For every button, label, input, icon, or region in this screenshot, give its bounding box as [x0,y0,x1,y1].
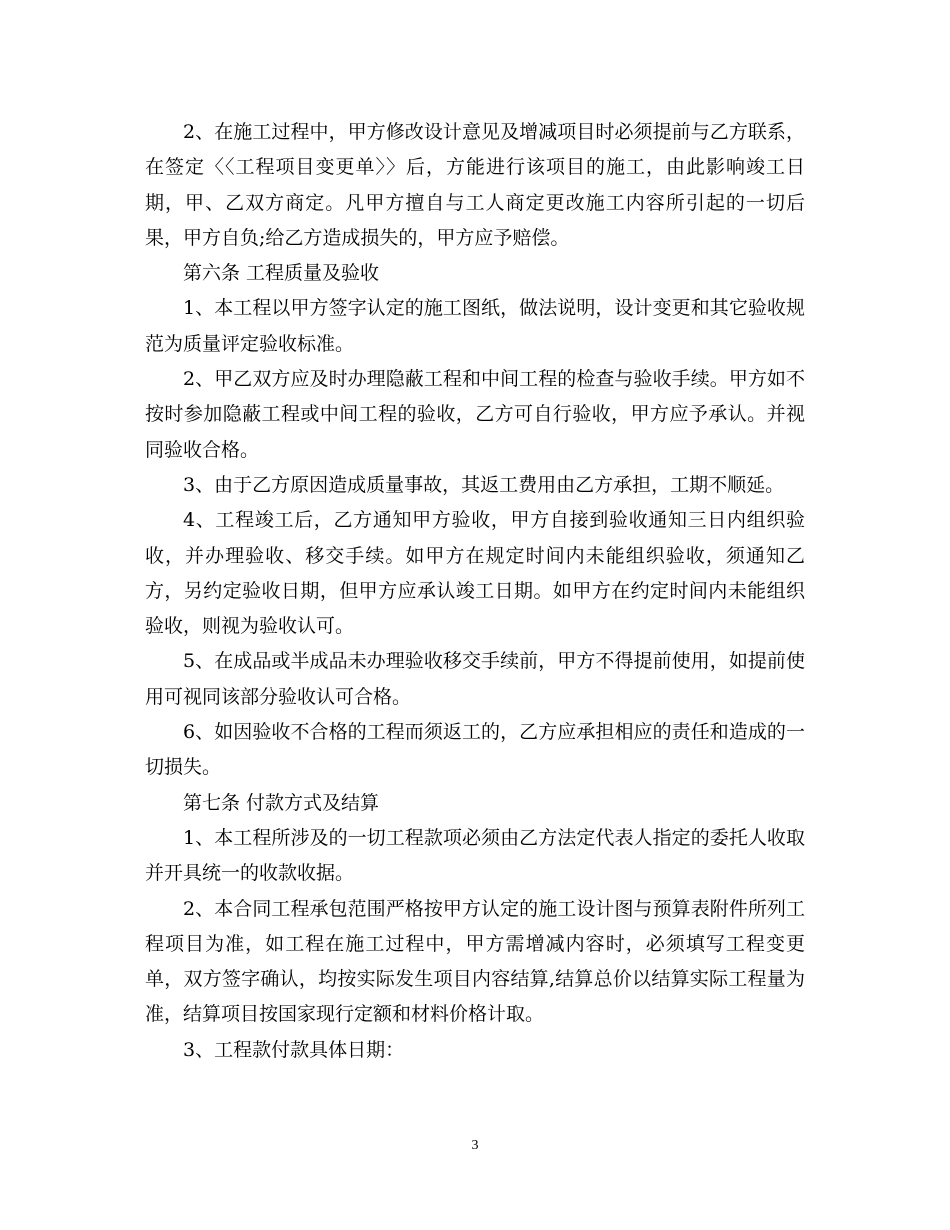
clause-6-item-3: 3、由于乙方原因造成质量事故，其返工费用由乙方承担，工期不顺延。 [183,473,785,496]
clause-7-item-3: 3、工程款付款具体日期： [183,1038,405,1061]
clause-6-item-6: 6、如因验收不合格的工程而须返工的，乙方应承担相应的责任和造成的一切损失。 [145,721,805,779]
clause-7-item-2: 2、本合同工程承包范围严格按甲方认定的施工设计图与预算表附件所列工程项目为准，如工程在施工过程中，甲方需增减内容时，必须填写工程变更单，双方签字确认，均按实际发生项目内容结算,结算总价以结算实际工程量为准，结算项目按国家现行定额和材料价格计取。 [145,897,805,1026]
article-6-heading: 第六条 工程质量及验收 [183,262,380,285]
clause-6-item-1: 1、本工程以甲方签字认定的施工图纸，做法说明，设计变更和其它验收规范为质量评定验收标准。 [145,297,805,355]
document-body [145,115,805,1068]
article-7-heading: 第七条 付款方式及结算 [183,791,380,814]
clause-7-item-1: 1、本工程所涉及的一切工程款项必须由乙方法定代表人指定的委托人收取并开具统一的收款收据。 [145,826,805,885]
clause-6-item-4: 4、工程竣工后，乙方通知甲方验收，甲方自接到验收通知三日内组织验收，并办理验收、移交手续。如甲方在规定时间内未能组织验收，须通知乙方，另约定验收日期，但甲方应承认竣工日期。如甲方在约定时间内未能组织验收，则视为验收认可。 [145,509,805,638]
clause-6-item-2: 2、甲乙双方应及时办理隐蔽工程和中间工程的检查与验收手续。甲方如不按时参加隐蔽工程或中间工程的验收，乙方可自行验收，甲方应予承认。并视同验收合格。 [145,368,805,461]
clause-5-item-2: 2、在施工过程中，甲方修改设计意见及增减项目时必须提前与乙方联系，在签定〈〈工程项目变更单〉〉后，方能进行该项目的施工，由此影响竣工日期，甲、乙双方商定。凡甲方擅自与工人商定更改施工内容所引起的一切后果，甲方自负;给乙方造成损失的，甲方应予赔偿。 [145,121,805,249]
page-number: 3 [471,1138,479,1153]
clause-6-item-5: 5、在成品或半成品未办理验收移交手续前，甲方不得提前使用，如提前使用可视同该部分验收认可合格。 [145,650,805,708]
